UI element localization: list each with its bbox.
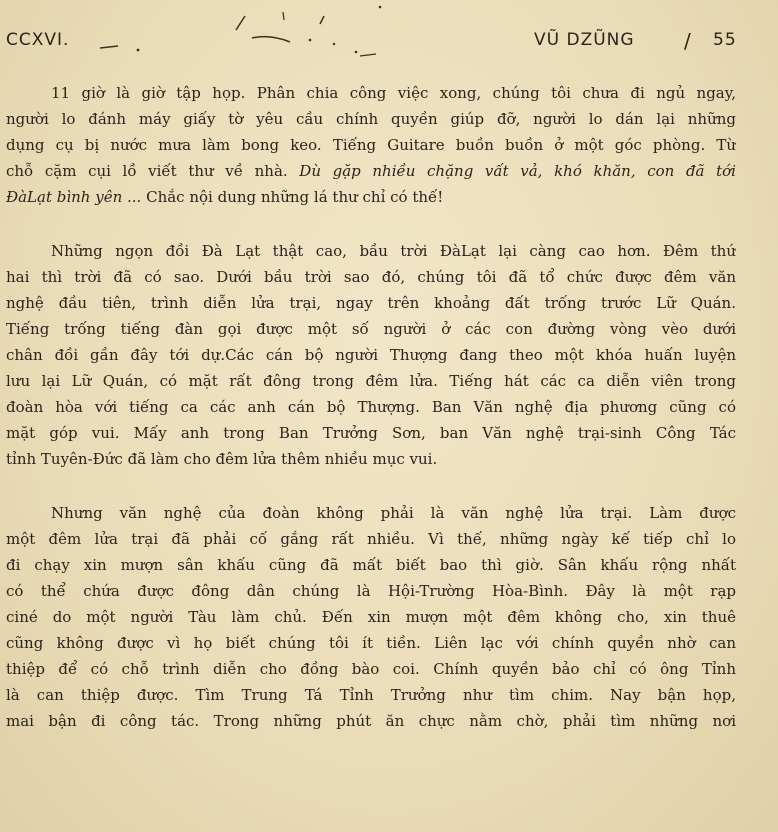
running-header (6, 30, 746, 56)
text-line: Những ngọn đồi Đà Lạt thật cao, bầu trời ĐàLạt lại càng cao hơn. Đêm thứ (51, 242, 736, 260)
italic-quote-end: ĐàLạt bình yên ... (6, 188, 147, 206)
chapter-number: CCXVI. (6, 30, 70, 50)
text-line: là can thiệp được. Tìm Trung Tá Tỉnh Trưởng như tìm chim. Nay bận họp, (6, 686, 736, 704)
paragraph-2 (6, 238, 736, 472)
text-line: một đêm lửa trại đã phải cố gắng rất nhiều. Vì thế, những ngày kế tiếp chỉ lo (6, 530, 736, 548)
page-number: 55 (713, 30, 737, 50)
italic-quote: Dù gặp nhiều chặng vất vả, khó khăn, con đã tới (299, 162, 736, 180)
text-line: có thể chứa được đông dân chúng là Hội-Trường Hòa-Bình. Đây là một rạp (6, 582, 736, 600)
text-line: Tiếng trống tiếng đàn gọi được một số người ở các con đường vòng vèo dưới (6, 320, 736, 338)
text-line: 11 giờ là giờ tập họp. Phân chia công việc xong, chúng tôi chưa đi ngủ ngay, (51, 84, 736, 102)
paragraph-1 (6, 80, 736, 210)
text-line: người lo đánh máy giấy tờ yêu cầu chính quyền giúp đỡ, người lo dán lại những (6, 110, 736, 128)
text-line: mặt góp vui. Mấy anh trong Ban Trưởng Sơn, ban Văn nghệ trại-sinh Công Tác (6, 424, 736, 442)
text-line: dụng cụ bị nước mưa làm bong keo. Tiếng Guitare buồn buồn ở một góc phòng. Từ (6, 136, 736, 154)
text-line: hai thì trời đã có sao. Dưới bầu trời sao đó, chúng tôi đã tổ chức được đêm văn (6, 268, 736, 286)
text-line: thiệp để có chỗ trình diễn cho đồng bào coi. Chính quyền bảo chỉ có ông Tỉnh (6, 660, 736, 678)
text-line: lưu lại Lữ Quán, có mặt rất đông trong đêm lửa. Tiếng hát các ca diễn viên trong (6, 372, 736, 390)
text-line: Nhưng văn nghệ của đoàn không phải là văn nghệ lửa trại. Làm được (51, 504, 736, 522)
text-line: đoàn hòa với tiếng ca các anh cán bộ Thượng. Ban Văn nghệ địa phương cũng có (6, 398, 736, 416)
text-line (6, 184, 736, 210)
header-separator: / (684, 29, 692, 53)
text-line: chân đồi gần đây tới dự.Các cán bộ người Thượng đang theo một khóa huấn luyện (6, 346, 736, 364)
paragraph-3 (6, 500, 736, 734)
author-name: VŨ DZŨNG (534, 30, 635, 50)
text-line: mai bận đi công tác. Trong những phút ăn chực nằm chờ, phải tìm những nơi (6, 712, 736, 730)
text-line-part: Chắc nội dung những lá thư chỉ có thế! (146, 188, 444, 206)
body-text (6, 80, 736, 762)
text-line-part: chỗ cặm cụi lồ viết thư về nhà. (6, 162, 300, 180)
text-line: nghệ đầu tiên, trình diễn lửa trại, ngay trên khoảng đất trống trước Lữ Quán. (6, 294, 736, 312)
text-line: ciné do một người Tàu làm chủ. Đến xin mượn một đêm không cho, xin thuê (6, 608, 736, 626)
text-line: cũng không được vì họ biết chúng tôi ít tiền. Liên lạc với chính quyền nhờ can (6, 634, 736, 652)
text-line: đi chạy xin mượn sân khấu cũng đã mất biết bao thì giờ. Sân khấu rộng nhất (6, 556, 736, 574)
text-line: tỉnh Tuyên-Đức đã làm cho đêm lửa thêm nhiều mục vui. (6, 450, 438, 468)
text-line (6, 158, 736, 184)
